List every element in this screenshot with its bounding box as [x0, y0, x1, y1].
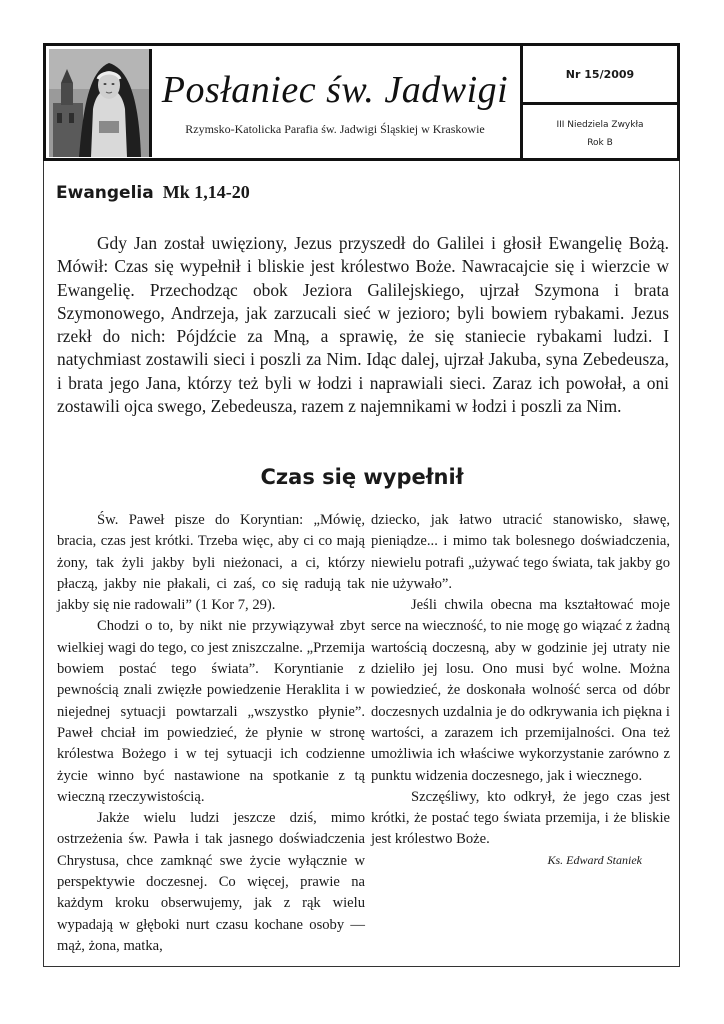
liturgy-info-box — [523, 105, 677, 158]
issue-number: Nr 15/2009 — [565, 68, 635, 81]
paragraph: Szczęśliwy, kto odkrył, że jego czas jest krótki, że postać tego świata przemija, i że bliskie jest królestwo Boże. — [371, 788, 670, 848]
parish-subtitle: Rzymsko-Katolicka Parafia św. Jadwigi Śląskiej w Kraskowie — [185, 122, 485, 136]
gospel-heading — [56, 182, 250, 203]
article-column-left — [57, 510, 365, 957]
author-signature: Ks. Edward Staniek — [547, 852, 642, 867]
paragraph: Jakże wielu ludzi jeszcze dziś, mimo ostrzeżenia św. Pawła i tak jasnego doświadczenia Chrystusa, chce zamknąć swe życie wyłącznie w perspektywie doczesnej. Co więcej, prawie na każdym kroku obserwujemy, jak z rąk wielu wypadają w głęboki nurt czasu kochane osoby — mąż, żona, matka, — [57, 810, 365, 954]
paragraph: dziecko, jak łatwo utracić stanowisko, sławę, pieniądze... i mimo tak bolesnego doświadczenia, niewielu potrafi „używać tego świata, tak jakby go nie używało”. — [371, 512, 670, 592]
liturgical-year: Rok B — [587, 138, 613, 148]
gospel-text: Gdy Jan został uwięziony, Jezus przyszedł do Galilei i głosił Ewangelię Bożą. Mówił: Czas się wypełnił i bliskie jest królestwo Boże. Nawracajcie się i wierzcie w Ewangelię. Przechodząc obok Jeziora Galilejskiego, ujrzał Szymona i brata Szymonowego, Andrzeja, jak zarzucali sieć w jezioro; byli bowiem rybakami. Jezus rzekł do nich: Pójdźcie za Mną, a sprawię, że się staniecie rybakami ludzi. I natychmiast zostawili sieci i poszli za Nim. Idąc dalej, ujrzał Jakuba, syna Zebedeusza, i brata jego Jana, którzy też byli w łodzi i naprawiali sieci. Zaraz ich powołał, a oni zostawili ojca swego, Zebedeusza, razem z najemnikami w łodzi i poszli za Nim. — [57, 233, 669, 417]
article-title: Czas się wypełnił — [260, 465, 464, 489]
paragraph: Jeśli chwila obecna ma kształtować moje serce na wieczność, to nie mogę go wiązać z żadną wartością doczesną, aby w godzinie jej utraty nie dzieliło jej losu. Ono musi być wolne. Można powiedzieć, że doskonała wolność serca od dóbr doczesnych uzdalnia je do odkrywania ich piękna i wartości, a zarazem ich przemijalności. Ona też umożliwia ich właściwe wykorzystanie zarówno z punktu widzenia doczesnego, jak i wiecznego. — [371, 597, 670, 784]
masthead — [43, 43, 680, 161]
saint-hedwig-portrait — [49, 49, 152, 157]
paragraph: Św. Paweł pisze do Koryntian: „Mówię, bracia, czas jest krótki. Trzeba więc, aby ci co mają żony, tak żyli jakby byli nieżonaci, a ci, którzy płaczą, jakby nie płakali, ci zaś, co się radują tak jakby się nie radowali” (1 Kor 7, 29). — [57, 512, 365, 614]
title-box — [150, 46, 523, 158]
issue-box — [523, 46, 677, 105]
article-column-right — [371, 510, 670, 869]
liturgical-day: III Niedziela Zwykła — [556, 120, 644, 130]
gospel-label: Ewangelia — [56, 183, 154, 203]
gospel-reference: Mk 1,14-20 — [162, 182, 250, 202]
paragraph: Chodzi o to, by nikt nie przywiązywał zbyt wielkiej wagi do tego, co jest zniszczalne. „Przemija bowiem postać tego świata”. Koryntianie z pewnością znali zwięzłe powiedzenie Heraklita i w niejednej sytuacji powtarzali „wszystko płynie”. Paweł chciał im powiedzieć, że płynie w stronę królestwa Bożego i w tej sytuacji ich codzienne życie winno być nastawione na spotkanie z tą wieczną rzeczywistością. — [57, 618, 365, 805]
newsletter-title: Posłaniec św. Jadwigi — [161, 69, 509, 111]
